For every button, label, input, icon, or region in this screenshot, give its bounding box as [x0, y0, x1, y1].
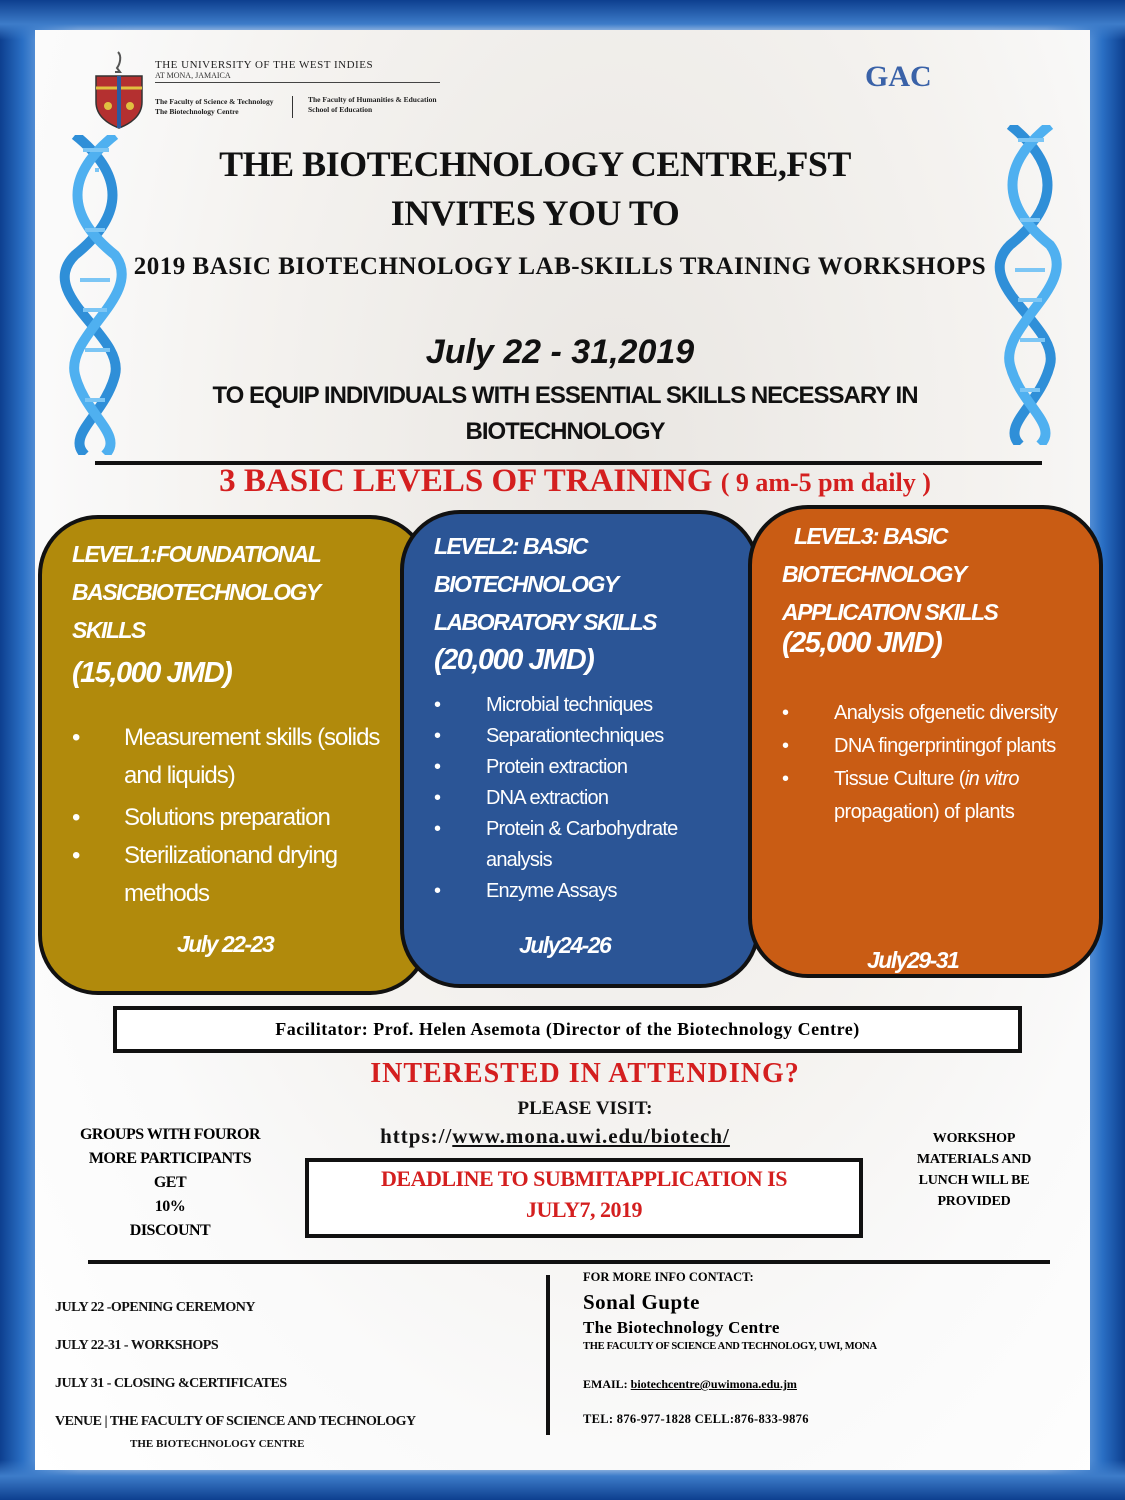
list-item: • Analysis ofgenetic diversity	[782, 697, 1082, 730]
event-purpose: TO EQUIP INDIVIDUALS WITH ESSENTIAL SKILLS NECESSARY IN BIOTECHNOLOGY	[212, 382, 918, 445]
website-link[interactable]: https://www.mona.uwi.edu/biotech/	[380, 1124, 730, 1148]
contact-label: FOR MORE INFO CONTACT:	[583, 1270, 754, 1284]
level-1-price: (15,000 JMD)	[72, 657, 232, 689]
level-1-card	[38, 515, 430, 995]
schedule-closing: JULY 31 - CLOSING &CERTIFICATES	[55, 1376, 287, 1391]
list-item: • DNA extraction	[434, 783, 744, 814]
gac-logo-icon: GAC	[865, 60, 932, 93]
main-title: THE BIOTECHNOLOGY CENTRE,FST	[219, 144, 851, 184]
main-title-2: INVITES YOU TO	[390, 193, 680, 233]
level-3-title: LEVEL3: BASIC BIOTECHNOLOGY APPLICATION SKILLS	[782, 523, 998, 625]
level-3-price: (25,000 JMD)	[782, 627, 942, 659]
level-2-price: (20,000 JMD)	[434, 644, 594, 676]
schedule-opening: JULY 22 -OPENING CEREMONY	[55, 1300, 255, 1315]
list-item: • Sterilizationand drying methods	[72, 837, 402, 913]
level-1-date: July 22-23	[177, 931, 274, 957]
level-3-date: July29-31	[867, 947, 959, 973]
list-item: • Solutions preparation	[72, 799, 402, 837]
list-item: • Tissue Culture (in vitro propagation) of plants	[782, 763, 1082, 829]
divider-bottom	[88, 1260, 1050, 1264]
level-3-card	[748, 505, 1103, 978]
contact-faculty: THE FACULTY OF SCIENCE AND TECHNOLOGY, UWI, MONA	[583, 1341, 877, 1352]
level-1-topics	[72, 719, 402, 913]
interested-heading: INTERESTED IN ATTENDING?	[370, 1058, 800, 1089]
faculty-divider	[292, 96, 293, 118]
email-link[interactable]: biotechcentre@uwimona.edu.jm	[630, 1377, 797, 1391]
level-2-card	[400, 510, 760, 988]
header-rule	[155, 82, 440, 83]
facilitator-box: Facilitator: Prof. Helen Asemota (Director of the Biotechnology Centre)	[113, 1006, 1022, 1053]
level-2-date: July24-26	[519, 932, 611, 958]
list-item: • Separationtechniques	[434, 721, 744, 752]
contact-name: Sonal Gupte	[583, 1290, 700, 1314]
venue: VENUE | THE FACULTY OF SCIENCE AND TECHNOLOGY	[55, 1414, 416, 1429]
vertical-divider	[546, 1275, 550, 1435]
list-item: • Microbial techniques	[434, 690, 744, 721]
materials-note: WORKSHOP MATERIALS AND LUNCH WILL BE PROVIDED	[916, 1131, 1032, 1209]
list-item: • Measurement skills (solids and liquids)	[72, 719, 402, 795]
uwi-crest-icon	[90, 50, 148, 130]
list-item: • Protein & Carbohydrate analysis	[434, 814, 744, 876]
level-3-topics	[782, 697, 1082, 829]
levels-heading-main: 3 BASIC LEVELS OF TRAINING	[219, 463, 713, 499]
list-item: • DNA fingerprintingof plants	[782, 730, 1082, 763]
level-2-topics	[434, 690, 744, 907]
please-visit: PLEASE VISIT:	[517, 1098, 653, 1119]
schedule-workshops: JULY 22-31 - WORKSHOPS	[55, 1338, 219, 1353]
contact-email: EMAIL: biotechcentre@uwimona.edu.jm	[583, 1377, 797, 1391]
venue-sub: THE BIOTECHNOLOGY CENTRE	[130, 1438, 305, 1450]
dna-helix-icon-left	[55, 135, 135, 455]
dna-helix-icon-right	[990, 125, 1070, 445]
list-item: • Enzyme Assays	[434, 876, 744, 907]
deadline-text: DEADLINE TO SUBMITAPPLICATION IS JULY7, 2019	[381, 1166, 787, 1222]
event-dates: July 22 - 31,2019	[425, 333, 695, 371]
faculty-science: The Faculty of Science & Technology The Biotechnology Centre	[155, 97, 274, 116]
contact-phones: TEL: 876-977-1828 CELL:876-833-9876	[583, 1412, 809, 1426]
university-name: THE UNIVERSITY OF THE WEST INDIES	[155, 59, 374, 71]
level-1-title: LEVEL1:FOUNDATIONAL BASICBIOTECHNOLOGY SKILLS	[72, 541, 321, 643]
list-item: • Protein extraction	[434, 752, 744, 783]
group-discount: GROUPS WITH FOUROR MORE PARTICIPANTS GET 10% DISCOUNT	[79, 1126, 261, 1239]
workshop-subtitle: 2019 BASIC BIOTECHNOLOGY LAB-SKILLS TRAINING WORKSHOPS	[133, 253, 987, 280]
faculty-humanities: The Faculty of Humanities & Education School of Education	[308, 95, 437, 114]
levels-heading	[100, 463, 1050, 500]
campus-name: AT MONA, JAMAICA	[155, 71, 231, 80]
level-2-title: LEVEL2: BASIC BIOTECHNOLOGY LABORATORY SKILLS	[434, 533, 656, 635]
levels-heading-hours: ( 9 am-5 pm daily )	[720, 468, 931, 497]
contact-org: The Biotechnology Centre	[583, 1318, 780, 1337]
